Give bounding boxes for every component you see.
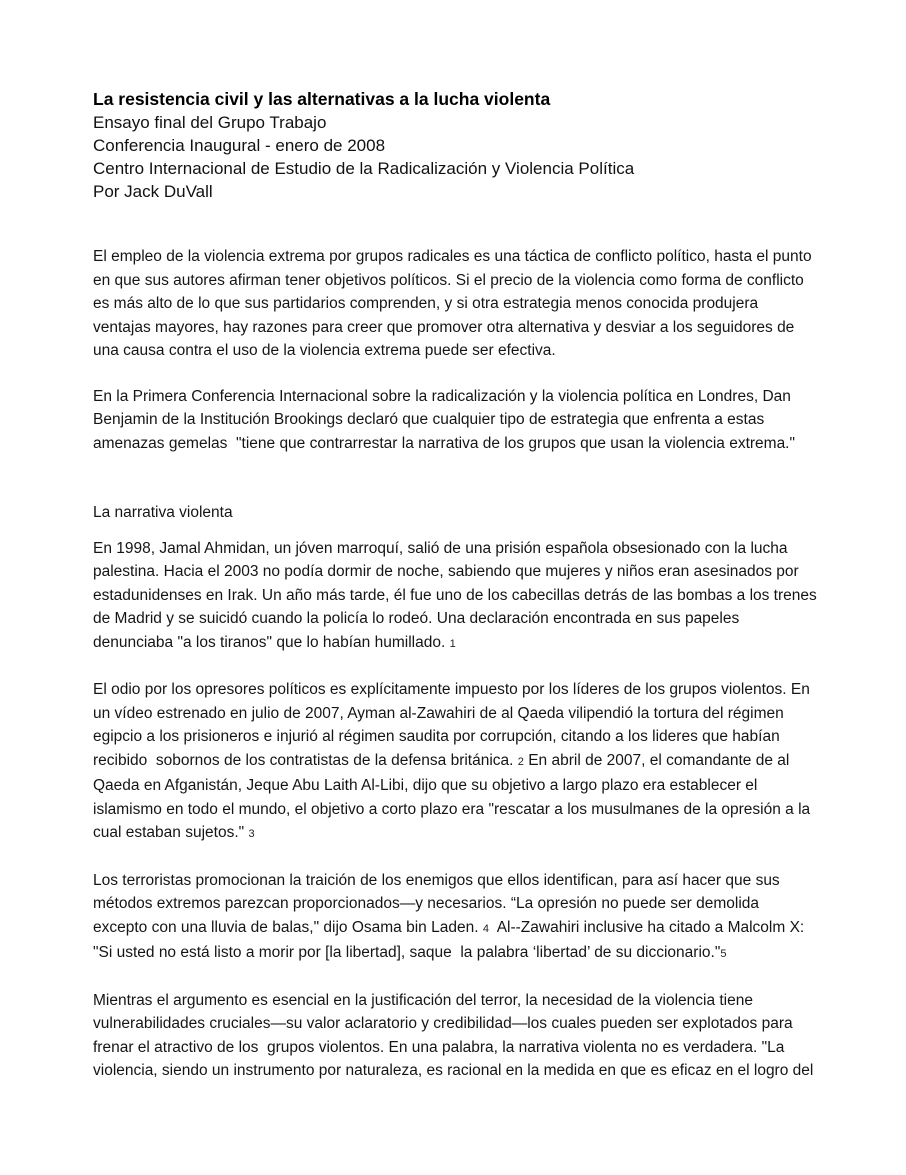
footnote-ref: 2 xyxy=(517,755,524,768)
document-content xyxy=(93,88,822,1105)
footnote-ref: 5 xyxy=(720,948,727,960)
document-header xyxy=(93,88,817,203)
paragraph xyxy=(93,678,817,847)
paragraph xyxy=(93,385,817,456)
document-title: La resistencia civil y las alternativas a la lucha violenta xyxy=(93,89,551,109)
section-heading xyxy=(93,501,817,525)
paragraph xyxy=(93,869,817,967)
text-run: Los terroristas promocionan la traición de los enemigos que ellos identifican, para así hacer que sus métodos extremos parezcan proporcionados—y necesarios. “La opresión no puede ser demolida excepto con una lluvia de balas," dijo Osama bin Laden. xyxy=(93,871,784,936)
document-subtitle: Ensayo final del Grupo Trabajo xyxy=(93,113,327,132)
document-conference-line: Conferencia Inaugural - enero de 2008 xyxy=(93,136,386,155)
document-author-line: Por Jack DuVall xyxy=(93,182,213,201)
paragraph xyxy=(93,537,822,657)
text-run: Al--Zawahiri inclusive ha citado a Malcolm X: "Si usted no está listo a morir por [la libertad], saque la palabra ‘libertad’ de su diccionario." xyxy=(93,918,809,961)
footnote-ref: 1 xyxy=(449,637,456,650)
paragraph xyxy=(93,245,817,363)
text-run: En abril de 2007, el comandante de al Qaeda en Afganistán, Jeque Abu Laith Al-Libi, dijo que su objetivo a largo plazo era establecer el islamismo en todo el mundo, el objetivo a corto plazo era "rescatar a los musulmanes de la opresión a la cual estaban sujetos." xyxy=(93,751,815,841)
text-run: Mientras el argumento es esencial en la justificación del terror, la necesidad de la violencia tiene vulnerabilidades cruciales—su valor aclaratorio y credibilidad—los cuales pueden ser explotados para frenar el atractivo de los grupos violentos. En una palabra, la narrativa violenta no es verdadera. "La violencia, siendo un instrumento por naturaleza, es racional en la medida en que es eficaz en el logro del xyxy=(93,991,814,1079)
text-run: La narrativa violenta xyxy=(93,504,233,521)
text-run: El odio por los opresores políticos es explícitamente impuesto por los líderes de los grupos violentos. En un vídeo estrenado en julio de 2007, Ayman al-Zawahiri de al Qaeda vilipendió la tortura del régimen egipcio a los prisioneros e injurió al régimen saudita por corrupción, citando a los lideres que habían recibido sobornos de los contratistas de la defensa británica. xyxy=(93,681,815,769)
paragraph xyxy=(93,989,817,1083)
text-run: En la Primera Conferencia Internacional sobre la radicalización y la violencia política en Londres, Dan Benjamin de la Institución Brookings declaró que cualquier tipo de estrategia que enfrenta a estas amenazas gemelas "tiene que contrarrestar la narrativa de los grupos que usan la violencia extrema." xyxy=(93,387,796,452)
text-run: El empleo de la violencia extrema por grupos radicales es una táctica de conflicto político, hasta el punto en que sus autores afirman tener objetivos políticos. Si el precio de la violencia como forma de conflicto es más alto de lo que sus partidarios comprenden, y si otra estrategia menos conocida produjera ventajas mayores, hay razones para creer que promover otra alternativa y desviar a los seguidores de una causa contra el uso de la violencia extrema puede ser efectiva. xyxy=(93,248,816,359)
text-run: En 1998, Jamal Ahmidan, un jóven marroquí, salió de una prisión española obsesionado con la lucha palestina. Hacia el 2003 no podía dormir de noche, sabiendo que mujeres y niños eran asesinados por estadunidenses en Irak. Un año más tarde, él fue uno de los cabecillas detrás de las bombas a los trenes de Madrid y se suicidó cuando la policía lo rodeó. Una declaración encontrada en sus papeles denunciaba "a los tiranos" que lo habían humillado. xyxy=(93,539,822,651)
document-body xyxy=(93,245,822,1083)
footnote-ref: 3 xyxy=(248,828,255,840)
document-institution-line: Centro Internacional de Estudio de la Radicalización y Violencia Política xyxy=(93,159,635,178)
footnote-ref: 4 xyxy=(482,922,489,935)
